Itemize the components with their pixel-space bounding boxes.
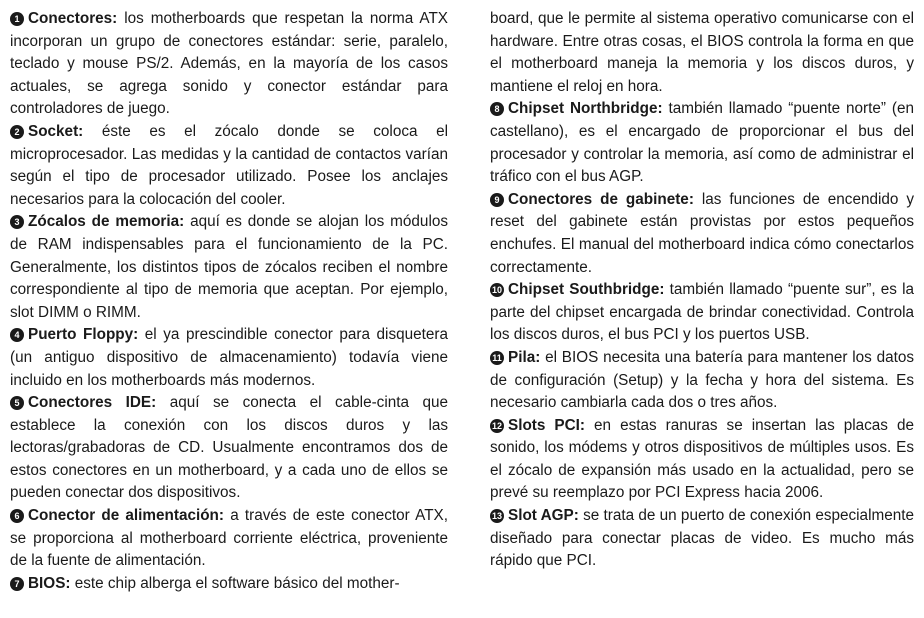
item-number-badge: 9 bbox=[490, 193, 504, 207]
item-number-badge: 7 bbox=[10, 577, 24, 591]
item-title: Pila: bbox=[508, 348, 541, 366]
list-item bbox=[490, 189, 914, 279]
continuation-text: board, que le permite al sistema operativo comunicarse con el hardware. Entre otras cosas, el BIOS controla la forma en que el motherboard maneja la memoria y los discos duros, y mantiene el reloj en hora. bbox=[490, 10, 914, 95]
list-item bbox=[10, 573, 448, 596]
item-text: se trata de un puerto de conexión especialmente diseñado para conectar placas de video. Es mucho más rápido que PCI. bbox=[490, 507, 914, 570]
item-title: Puerto Floppy: bbox=[28, 326, 139, 344]
item-number-badge: 2 bbox=[10, 125, 24, 139]
list-item bbox=[490, 415, 914, 505]
item-title: Conectores de gabinete: bbox=[508, 190, 694, 208]
item-title: Slot AGP: bbox=[508, 507, 579, 525]
list-item bbox=[10, 505, 448, 573]
item-number-badge: 13 bbox=[491, 511, 502, 522]
item-title: Chipset Northbridge: bbox=[508, 100, 663, 118]
item-number-badge: 1 bbox=[10, 12, 24, 26]
item-text: el ya prescindible conector para disquetera (un antiguo dispositivo de almacenamiento) todavía viene incluido en los motherboards más modernos. bbox=[10, 326, 448, 389]
item-text: las funciones de encendido y reset del gabinete están provistas por estos pequeños enchufes. El manual del motherboard indica cómo conectarlos correctamente. bbox=[490, 190, 914, 276]
item-title: Socket: bbox=[28, 122, 84, 140]
list-item bbox=[490, 98, 914, 188]
item-title: Slots PCI: bbox=[508, 416, 586, 434]
list-item bbox=[10, 324, 448, 392]
item-text: este chip alberga el software básico del mother- bbox=[70, 574, 400, 592]
item-title: Conectores: bbox=[28, 10, 118, 27]
list-item bbox=[490, 347, 914, 415]
item-text: también llamado “puente norte” (en castellano), es el encargado de proporcionar el bus del procesador y controlar la memoria, así como de administrar el tráfico con el bus AGP. bbox=[490, 100, 914, 186]
continuation-paragraph bbox=[490, 8, 914, 98]
list-item bbox=[490, 505, 914, 573]
list-item bbox=[490, 279, 914, 347]
item-text: en estas ranuras se insertan las placas de sonido, los módems y otros dispositivos de múltiples usos. Es el zócalo de expansión más usado en la actualidad, pero se prevé su reemplazo por PCI Express hacia 2006. bbox=[490, 416, 914, 502]
item-title: Conector de alimentación: bbox=[28, 507, 224, 525]
item-text: aquí es donde se alojan los módulos de RAM indispensables para el funcionamiento de la PC. Generalmente, los distintos tipos de zócalos reciben el nombre correspondiente al tipo de memoria que aceptan. Por ejemplo, slot DIMM o RIMM. bbox=[10, 213, 448, 321]
item-number-badge: 11 bbox=[490, 351, 504, 365]
item-text: aquí se conecta el cable-cinta que establece la conexión con los discos duros y las lectoras/grabadoras de CD. Usualmente encontramos dos de estos conectores en un motherboard, y a cada uno de ellos se pueden conectar dos dispositivos. bbox=[10, 394, 448, 502]
item-number-badge: 4 bbox=[10, 328, 24, 342]
item-number-badge: 3 bbox=[10, 215, 24, 229]
item-text: los motherboards que respetan la norma ATX incorporan un grupo de conectores estándar: serie, paralelo, teclado y mouse PS/2. Además, en la mayoría de los casos actuales, se agrega sonido y conector estándar para controladores de juego. bbox=[10, 10, 448, 118]
item-number-badge: 10 bbox=[491, 285, 502, 296]
item-title: Conectores IDE: bbox=[28, 394, 157, 412]
list-item bbox=[10, 8, 448, 121]
item-number-badge: 12 bbox=[491, 420, 502, 431]
item-title: Zócalos de memoria: bbox=[28, 213, 185, 231]
list-item bbox=[10, 392, 448, 505]
item-text: también llamado “puente sur”, es la parte del chipset encargada de brindar conectividad. Controla los discos duros, el bus PCI y los puertos USB. bbox=[490, 281, 914, 344]
item-text: a través de este conector ATX, se proporciona al motherboard corriente eléctrica, proveniente de la fuente de alimentación. bbox=[10, 507, 448, 570]
item-text: éste es el zócalo donde se coloca el microprocesador. Las medidas y la cantidad de contactos varían según el tipo de procesador utilizado. Posee los anclajes necesarios para la colocación del cooler. bbox=[10, 122, 448, 208]
list-item bbox=[10, 121, 448, 211]
item-number-badge: 8 bbox=[490, 102, 504, 116]
item-title: BIOS: bbox=[28, 574, 71, 592]
list-item bbox=[10, 211, 448, 324]
right-column bbox=[490, 8, 914, 618]
left-column bbox=[10, 8, 448, 618]
item-number-badge: 6 bbox=[10, 509, 24, 523]
item-title: Chipset Southbridge: bbox=[508, 281, 665, 299]
item-text: el BIOS necesita una batería para mantener los datos de configuración (Setup) y la fecha y hora del sistema. Es necesario cambiarla cada dos o tres años. bbox=[490, 348, 914, 412]
item-number-badge: 5 bbox=[10, 396, 24, 410]
